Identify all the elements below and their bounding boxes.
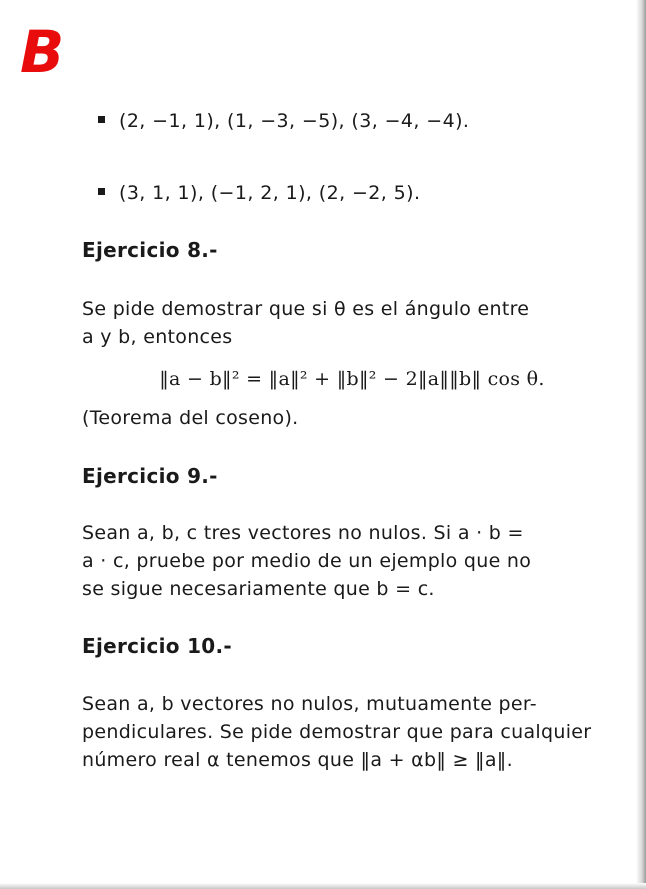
exercise-8-title: Ejercicio 8.-	[82, 238, 218, 262]
exercise-10-statement	[82, 690, 612, 774]
page-edge-shadow	[636, 0, 646, 889]
exercise-9-title: Ejercicio 9.-	[82, 464, 218, 488]
bullet-icon	[98, 116, 105, 123]
exercise-10-line-3: número real α tenemos que ‖a + αb‖ ≥ ‖a‖.	[82, 749, 513, 771]
list-item	[98, 182, 420, 204]
cosine-law-formula	[0, 368, 646, 390]
exercise-10-title: Ejercicio 10.-	[82, 634, 233, 658]
list-item	[98, 110, 469, 132]
exercise-10-line-1: Sean a, b vectores no nulos, mutuamente per-	[82, 693, 537, 715]
exercise-8-note: (Teorema del coseno).	[82, 407, 299, 429]
exercise-9-statement	[82, 519, 612, 603]
formula-text: ‖a − b‖² = ‖a‖² + ‖b‖² − 2‖a‖‖b‖ cos θ.	[159, 368, 545, 390]
exercise-8-line-2: a y b, entonces	[82, 326, 233, 348]
exercise-8-line-1: Se pide demostrar que si θ es el ángulo entre	[82, 298, 530, 320]
exercise-10-line-2: pendiculares. Se pide demostrar que para cualquier	[82, 721, 592, 743]
exercise-9-line-3: se sigue necesariamente que b = c.	[82, 578, 435, 600]
bullet-icon	[98, 188, 105, 195]
exercise-8-statement	[82, 295, 612, 351]
vector-set-1: (2, −1, 1), (1, −3, −5), (3, −4, −4).	[119, 110, 470, 132]
exercise-9-line-2: a · c, pruebe por medio de un ejemplo que no	[82, 550, 532, 572]
handwritten-letter-mark: B	[20, 18, 64, 86]
exercise-9-line-1: Sean a, b, c tres vectores no nulos. Si a · b =	[82, 522, 524, 544]
page-bottom-shadow	[0, 883, 646, 889]
vector-set-2: (3, 1, 1), (−1, 2, 1), (2, −2, 5).	[119, 182, 421, 204]
